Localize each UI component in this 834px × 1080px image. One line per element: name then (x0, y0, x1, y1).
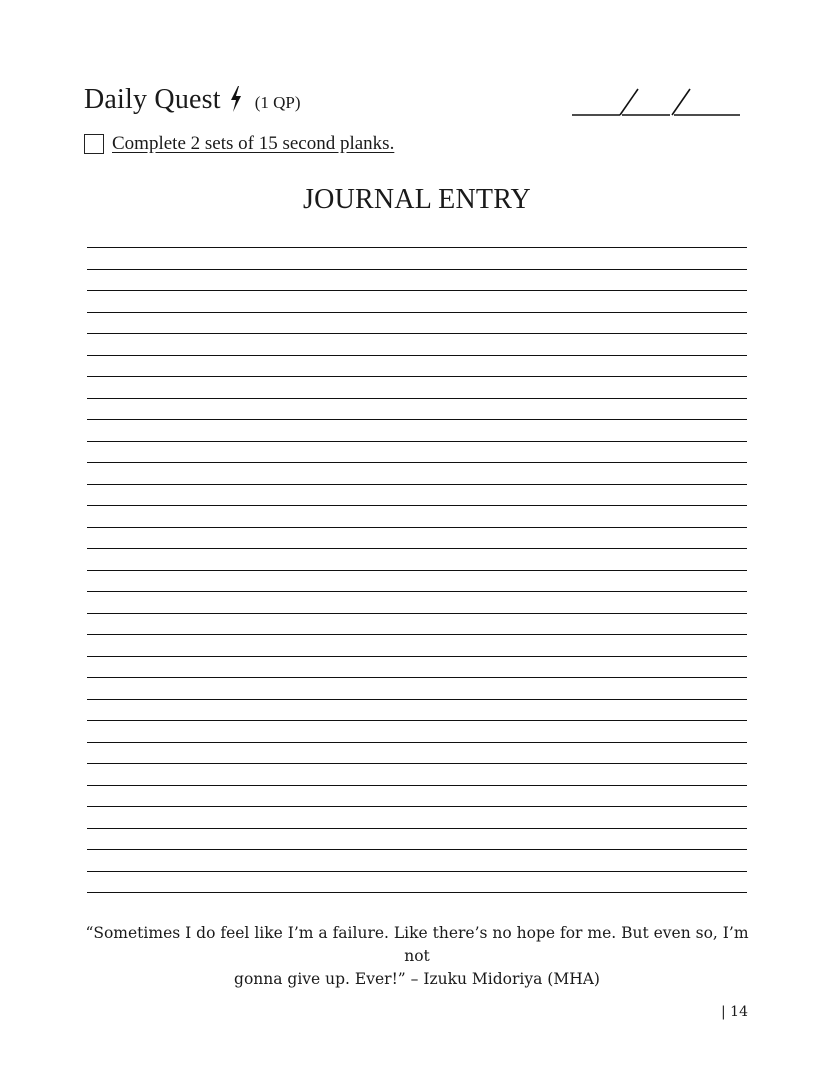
quest-checkbox[interactable] (84, 134, 104, 154)
journal-line[interactable] (87, 591, 747, 592)
journal-line[interactable] (87, 376, 747, 377)
journal-line[interactable] (87, 785, 747, 786)
journal-line[interactable] (87, 871, 747, 872)
journal-line[interactable] (87, 720, 747, 721)
journal-line[interactable] (87, 677, 747, 678)
journal-line[interactable] (87, 462, 747, 463)
daily-quest-header (84, 82, 301, 116)
journal-line[interactable] (87, 505, 747, 506)
journal-line[interactable] (87, 484, 747, 485)
journal-line[interactable] (87, 441, 747, 442)
journal-line[interactable] (87, 806, 747, 807)
journal-line[interactable] (87, 699, 747, 700)
journal-line[interactable] (87, 247, 747, 248)
journal-line[interactable] (87, 742, 747, 743)
journal-line[interactable] (87, 828, 747, 829)
journal-line[interactable] (87, 613, 747, 614)
journal-line[interactable] (87, 333, 747, 334)
lightning-bolt-icon (229, 86, 243, 112)
journal-line[interactable] (87, 355, 747, 356)
journal-line[interactable] (87, 892, 747, 893)
journal-entry-title: JOURNAL ENTRY (303, 184, 531, 215)
journal-line[interactable] (87, 419, 747, 420)
journal-line[interactable] (87, 763, 747, 764)
quest-points-label: (1 QP) (254, 93, 301, 112)
quest-item (84, 133, 394, 155)
quest-text: Complete 2 sets of 15 second planks. (112, 133, 395, 154)
journal-line[interactable] (87, 269, 747, 270)
daily-quest-title: Daily Quest (84, 84, 221, 115)
journal-line[interactable] (87, 398, 747, 399)
page-number: | 14 (721, 1004, 748, 1020)
quote (80, 922, 754, 991)
journal-line[interactable] (87, 290, 747, 291)
journal-line[interactable] (87, 548, 747, 549)
journal-line[interactable] (87, 656, 747, 657)
journal-line[interactable] (87, 527, 747, 528)
journal-line[interactable] (87, 312, 747, 313)
quote-line-1: “Sometimes I do feel like I’m a failure. Like there’s no hope for me. But even so, I’m not (85, 924, 749, 965)
quote-line-2: gonna give up. Ever!” – Izuku Midoriya (MHA) (234, 970, 600, 988)
journal-lines[interactable] (87, 247, 747, 893)
journal-line[interactable] (87, 634, 747, 635)
journal-line[interactable] (87, 570, 747, 571)
journal-line[interactable] (87, 849, 747, 850)
date-blank[interactable] (570, 86, 742, 120)
